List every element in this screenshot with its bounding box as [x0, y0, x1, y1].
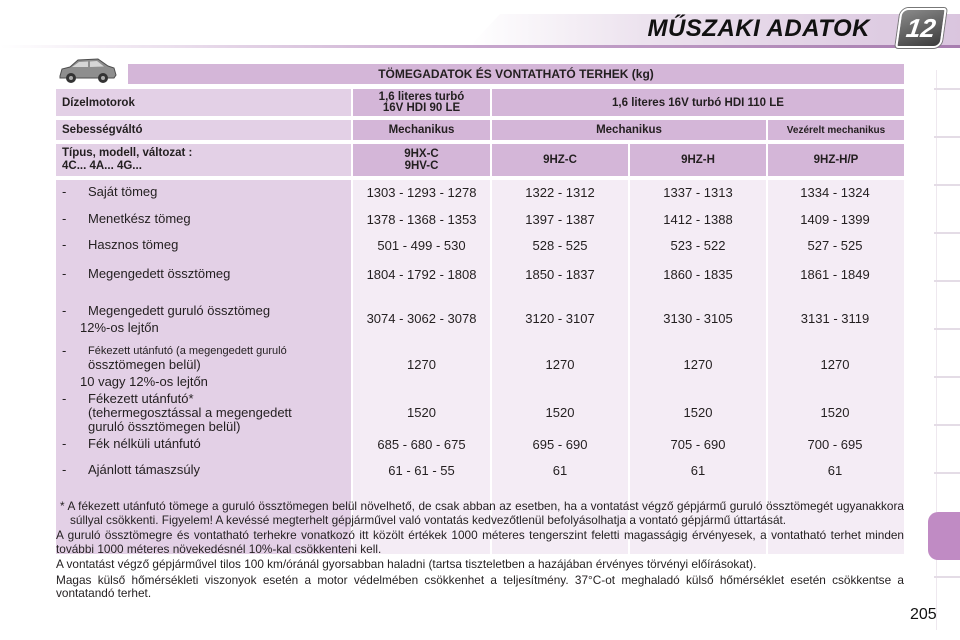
footnote-asterisk: * A fékezett utánfutó tömege a guruló össztömegen belül növelhető, de csak abban az esetben, ha a vontatást végző gépjármű guruló össztömegét ugyanakkora súllyal csökkenti. Figyelem! A kevéssé megterhelt gépjárművel való vontatás kedvezőtlenül befolyásolhatja a vontató gépjármű úttartását.: [60, 499, 904, 527]
row-sub-label: 12%-os lejtőn: [80, 320, 159, 335]
row-value: 1804 - 1792 - 1808: [366, 267, 477, 282]
gearbox-col-2: Mechanikus: [492, 120, 766, 140]
row-value: 523 - 522: [670, 238, 726, 253]
chapter-tab[interactable]: [934, 424, 960, 426]
row-label-text: guruló össztömegen belül): [88, 419, 241, 434]
chapter-tab[interactable]: [934, 184, 960, 186]
row-value: 61: [690, 463, 706, 478]
type-col-1: 9HX-C 9HV-C: [353, 144, 490, 176]
row-value: 61: [552, 463, 568, 478]
chapter-tab[interactable]: [934, 280, 960, 282]
engine-col-2: 1,6 literes 16V turbó HDI 110 LE: [492, 89, 904, 116]
row-value: 1520: [545, 405, 575, 420]
row-value: 1322 - 1312: [525, 185, 595, 200]
row-value: 700 - 695: [807, 437, 863, 452]
chapter-number: 12: [904, 12, 938, 43]
row-dash: -: [62, 266, 67, 281]
row-value: 3130 - 3105: [663, 311, 733, 326]
row-value: 61: [827, 463, 843, 478]
row-value: 1270: [407, 357, 436, 372]
row-value: 1520: [407, 405, 436, 420]
row-dash: -: [62, 462, 67, 477]
gearbox-col-1: Mechanikus: [353, 120, 490, 140]
row-label-text: Fékezett utánfutó (a megengedett guruló: [88, 345, 287, 357]
row-value: 1861 - 1849: [800, 267, 870, 282]
row-value: 1850 - 1837: [525, 267, 595, 282]
gearbox-col-3: Vezérelt mechanikus: [768, 120, 904, 140]
type-col-3: 9HZ-H: [630, 144, 766, 176]
row-value: 527 - 525: [807, 238, 863, 253]
row-label-text: Saját tömeg: [88, 184, 158, 199]
row-value: 695 - 690: [532, 437, 588, 452]
row-dash: -: [62, 303, 67, 318]
row-dash: -: [62, 343, 67, 358]
engine-col-1: 1,6 literes turbó 16V HDI 90 LE: [353, 89, 490, 116]
engine-label: Dízelmotorok: [56, 89, 351, 116]
row-dash: -: [62, 184, 67, 199]
row-value: 1337 - 1313: [663, 185, 733, 200]
row-value: 3131 - 3119: [800, 311, 870, 326]
chapter-tab[interactable]: [934, 232, 960, 234]
row-label-text: Hasznos tömeg: [88, 237, 179, 252]
type-row: [56, 144, 904, 176]
row-label-text: (tehermegosztással a megengedett: [88, 405, 292, 420]
row-value: 1412 - 1388: [663, 212, 733, 227]
chapter-tab[interactable]: [934, 136, 960, 138]
chapter-tabs: [928, 70, 960, 630]
row-sub-label: 10 vagy 12%-os lejtőn: [80, 374, 208, 389]
row-value: 1334 - 1324: [800, 185, 870, 200]
row-value: 1303 - 1293 - 1278: [366, 185, 477, 200]
row-dash: -: [62, 391, 67, 406]
type-label-line-1: Típus, modell, változat :: [62, 147, 193, 159]
row-value: 3074 - 3062 - 3078: [366, 311, 477, 326]
chapter-tab-active[interactable]: [928, 512, 960, 560]
row-value: 705 - 690: [670, 437, 726, 452]
chapter-badge: [895, 8, 947, 48]
row-value: 1270: [820, 357, 850, 372]
row-value: 1270: [545, 357, 575, 372]
page-title: MŰSZAKI ADATOK: [647, 15, 870, 42]
header-rule: [0, 45, 960, 48]
row-value: 1860 - 1835: [663, 267, 733, 282]
chapter-tab[interactable]: [934, 376, 960, 378]
row-value: 1520: [683, 405, 713, 420]
page-number: 205: [910, 606, 937, 623]
type-col-4: 9HZ-H/P: [768, 144, 904, 176]
gearbox-row: [56, 120, 904, 140]
footnote-speed: A vontatást végző gépjárművel tilos 100 km/óránál gyorsabban haladni (tartsa tiszteletben a hazájában érvényes törvényi előírásokat).: [56, 557, 757, 571]
row-value: 3120 - 3107: [525, 311, 595, 326]
row-value: 1270: [683, 357, 713, 372]
chapter-tab[interactable]: [934, 328, 960, 330]
engine-row: [56, 89, 904, 116]
row-label-text: Fék nélküli utánfutó: [88, 436, 201, 451]
row-value: 1397 - 1387: [525, 212, 595, 227]
table-caption-row: [56, 64, 904, 84]
row-value: 1520: [820, 405, 850, 420]
row-dash: -: [62, 211, 67, 226]
type-col-2: 9HZ-C: [492, 144, 628, 176]
type-label: [56, 144, 351, 176]
row-dash: -: [62, 237, 67, 252]
chapter-tab[interactable]: [934, 472, 960, 474]
row-label-text: Megengedett guruló össztömeg: [88, 303, 271, 318]
chapter-tab[interactable]: [934, 88, 960, 90]
table-caption: TÖMEGADATOK ÉS VONTATHATÓ TERHEK (kg): [128, 64, 904, 84]
row-value: 1409 - 1399: [800, 212, 870, 227]
row-value: 528 - 525: [532, 238, 588, 253]
row-label-text: Ajánlott támaszsúly: [88, 462, 200, 477]
row-value: 501 - 499 - 530: [377, 238, 466, 253]
footnotes: [56, 500, 904, 603]
footnote-temperature: Magas külső hőmérsékleti viszonyok esetén a motor védelmében csökkenhet a teljesítmény. 37°C-ot meghaladó külső hőmérséklet esetén csökkentse a vontatandó terhet.: [56, 572, 904, 600]
gearbox-label: Sebességváltó: [56, 120, 351, 140]
row-value: 685 - 680 - 675: [377, 437, 466, 452]
row-label-text: Menetkész tömeg: [88, 211, 191, 226]
row-value: 1378 - 1368 - 1353: [366, 212, 477, 227]
row-value: 61 - 61 - 55: [388, 463, 455, 478]
row-label-text: Fékezett utánfutó*: [88, 391, 194, 406]
chapter-tab[interactable]: [934, 576, 960, 578]
type-label-line-2: 4C... 4A... 4G...: [62, 160, 142, 172]
row-dash: -: [62, 436, 67, 451]
footnote-altitude: A guruló össztömegre és vontatható terhekre vonatkozó itt közölt értékek 1000 méteres tengerszint feletti magasságig érvényesek, a vontatható terhet minden további 1000 méteres növekedésnél 10%-kal csökkenteni kell.: [56, 528, 904, 556]
row-label-text: Megengedett össztömeg: [88, 266, 231, 281]
row-label-text: össztömegen belül): [88, 357, 201, 372]
